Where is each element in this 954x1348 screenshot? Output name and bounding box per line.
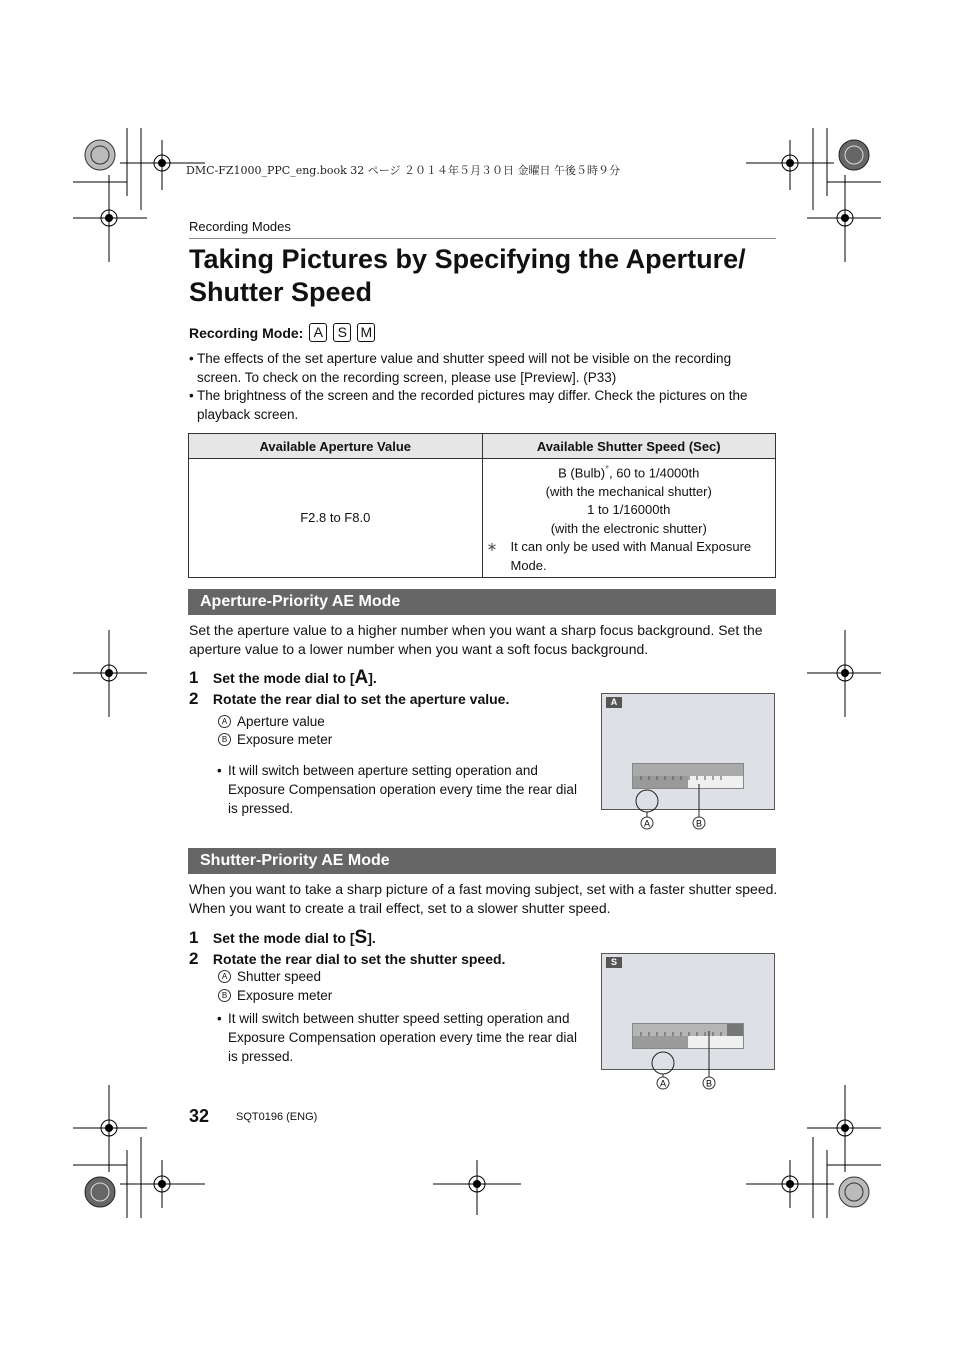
step-prefix: Set the mode dial to [ xyxy=(212,670,355,686)
aperture-intro: Set the aperture value to a higher number when you want a sharp focus background. Set the aperture value to a lower number when you want a soft focus background. xyxy=(189,622,763,657)
callout-b-label: B xyxy=(695,818,703,829)
bullet-icon: • xyxy=(217,763,222,778)
shutter-step-2 xyxy=(189,949,505,969)
header-divider xyxy=(189,238,776,239)
step-number: 2 xyxy=(189,689,199,708)
legend-item xyxy=(218,732,332,747)
legend-item xyxy=(218,714,325,729)
mode-tag: A xyxy=(606,697,622,708)
print-header: DMC-FZ1000_PPC_eng.book 32 ページ ２０１４年５月３０日 金曜日 午後５時９分 xyxy=(186,164,621,177)
shutter-speed-cell xyxy=(482,459,776,578)
callout-a-icon: A xyxy=(218,970,231,983)
aperture-step-1 xyxy=(189,667,377,689)
legend-text: Exposure meter xyxy=(237,988,333,1003)
mode-dial-a-icon: A xyxy=(354,667,369,688)
step-text xyxy=(212,927,376,948)
section-heading-aperture: Aperture-Priority AE Mode xyxy=(188,589,776,615)
table-header: Available Shutter Speed (Sec) xyxy=(482,434,776,459)
callout-a-label: A xyxy=(643,818,651,829)
note-item xyxy=(189,387,774,424)
title-line-1: Taking Pictures by Specifying the Aperture/ xyxy=(189,244,746,274)
footnote-text: It can only be used with Manual Exposure Mode. xyxy=(510,539,752,573)
note-text: The effects of the set aperture value and shutter speed will not be visible on the recording screen. To check on the recording screen, please use [Preview]. (P33) xyxy=(197,351,732,385)
bullet-icon: • xyxy=(217,1011,222,1026)
mode-icon-s: S xyxy=(333,323,351,342)
recording-mode xyxy=(189,323,375,342)
callout-a-icon: A xyxy=(218,715,231,728)
bullet-icon: • xyxy=(189,351,194,366)
shutter-bullet xyxy=(217,1009,587,1066)
legend-item xyxy=(218,988,332,1003)
recording-mode-label: Recording Mode: xyxy=(189,324,304,341)
legend-text: Aperture value xyxy=(237,714,325,729)
shutter-callouts xyxy=(601,1025,773,1095)
step-suffix: ]. xyxy=(367,930,376,946)
table-header: Available Aperture Value xyxy=(189,434,483,459)
mode-tag: S xyxy=(606,957,622,968)
callout-b-icon: B xyxy=(218,989,231,1002)
step-prefix: Set the mode dial to [ xyxy=(212,930,355,946)
title-line-2: Shutter Speed xyxy=(189,277,373,307)
legend-item xyxy=(218,969,321,984)
shutter-line: (with the electronic shutter) xyxy=(550,520,707,536)
footnote-mark: ∗ xyxy=(486,539,498,555)
shutter-step-1 xyxy=(189,927,376,949)
bullet-icon: • xyxy=(189,388,194,403)
document-code: SQT0196 (ENG) xyxy=(236,1111,318,1123)
step-text xyxy=(212,667,377,688)
aperture-step-2 xyxy=(189,689,509,709)
shutter-line: 1 to 1/16000th xyxy=(587,502,671,518)
note-text: The brightness of the screen and the recorded pictures may differ. Check the pictures on the playback screen. xyxy=(197,388,748,422)
callout-a-label: A xyxy=(659,1078,667,1089)
section-heading-shutter: Shutter-Priority AE Mode xyxy=(188,848,776,874)
bulb-text: B (Bulb) xyxy=(558,465,606,481)
aperture-value-cell: F2.8 to F8.0 xyxy=(189,459,483,578)
page-title xyxy=(189,243,789,309)
mode-icon-a: A xyxy=(309,323,327,342)
bullet-text: It will switch between aperture setting operation and Exposure Compensation operation every time the rear dial is pressed. xyxy=(228,763,577,816)
section-label: Recording Modes xyxy=(189,219,291,234)
step-number: 2 xyxy=(189,949,199,968)
spec-table xyxy=(188,433,776,578)
table-footnote xyxy=(483,538,776,575)
aperture-bullet xyxy=(217,761,587,818)
shutter-intro: When you want to take a sharp picture of a fast moving subject, set with a faster shutter speed. When you want to create a trail effect, set to a slower shutter speed. xyxy=(189,881,778,916)
page-number: 32 xyxy=(189,1106,210,1126)
step-text: Rotate the rear dial to set the shutter speed. xyxy=(212,951,506,967)
callout-b-icon: B xyxy=(218,733,231,746)
step-number: 1 xyxy=(189,668,199,687)
bullet-text: It will switch between shutter speed setting operation and Exposure Compensation operation every time the rear dial is pressed. xyxy=(228,1011,577,1064)
legend-text: Exposure meter xyxy=(237,732,333,747)
step-suffix: ]. xyxy=(368,670,377,686)
step-text: Rotate the rear dial to set the aperture value. xyxy=(212,691,510,707)
step-number: 1 xyxy=(189,928,199,947)
footnote-star: * xyxy=(605,463,609,475)
mode-dial-s-icon: S xyxy=(354,927,368,948)
note-item xyxy=(189,350,774,387)
aperture-callouts xyxy=(601,780,773,836)
callout-b-label: B xyxy=(705,1078,713,1089)
range-text: , 60 to 1/4000th xyxy=(609,465,700,481)
shutter-line: (with the mechanical shutter) xyxy=(545,483,712,499)
legend-text: Shutter speed xyxy=(237,969,322,984)
shutter-line xyxy=(483,461,776,483)
mode-icon-m: M xyxy=(357,323,375,342)
